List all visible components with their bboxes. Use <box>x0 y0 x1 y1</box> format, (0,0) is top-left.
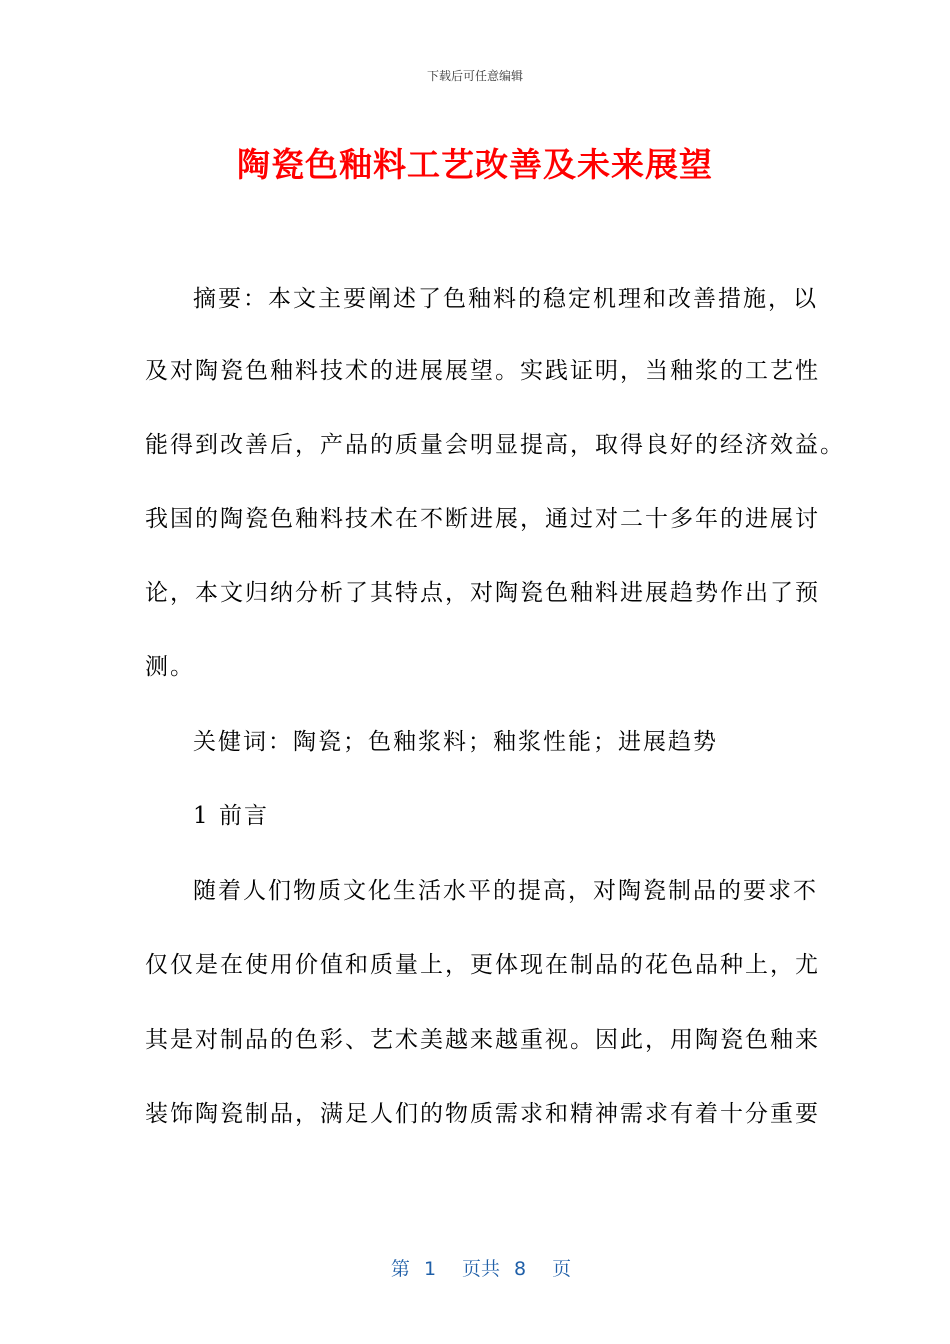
paragraph-line-2: 仅仅是在使用价值和质量上，更体现在制品的花色品种上，尤 <box>145 952 820 978</box>
section-heading: 1 前言 <box>193 803 269 829</box>
document-title: 陶瓷色釉料工艺改善及未来展望 <box>237 145 713 184</box>
footer-total-pages: 8 <box>514 1258 527 1280</box>
keywords-line: 关健词：陶瓷；色釉浆料；釉浆性能；进展趋势 <box>193 729 718 755</box>
footer-middle: 页共 <box>462 1258 501 1280</box>
abstract-line-4: 我国的陶瓷色釉料技术在不断进展，通过对二十多年的进展讨 <box>145 506 820 532</box>
page-footer <box>0 1224 950 1284</box>
footer-suffix: 页 <box>552 1258 572 1280</box>
paragraph-line-4: 装饰陶瓷制品，满足人们的物质需求和精神需求有着十分重要 <box>145 1101 820 1127</box>
abstract-line-6: 测。 <box>145 654 195 680</box>
paragraph-line-1: 随着人们物质文化生活水平的提高，对陶瓷制品的要求不 <box>193 878 818 904</box>
footer-page-number: 1 <box>423 1258 437 1280</box>
abstract-line-1: 摘要：本文主要阐述了色釉料的稳定机理和改善措施，以 <box>193 286 818 312</box>
abstract-line-3: 能得到改善后，产品的质量会明显提高，取得良好的经济效益。 <box>145 432 845 458</box>
abstract-line-5: 论，本文归纳分析了其特点，对陶瓷色釉料进展趋势作出了预 <box>145 580 820 606</box>
paragraph-line-3: 其是对制品的色彩、艺术美越来越重视。因此，用陶瓷色釉来 <box>145 1027 820 1053</box>
abstract-line-2: 及对陶瓷色釉料技术的进展展望。实践证明，当釉浆的工艺性 <box>145 358 820 384</box>
footer-prefix: 第 <box>390 1258 410 1280</box>
header-note: 下载后可任意编辑 <box>426 69 523 83</box>
